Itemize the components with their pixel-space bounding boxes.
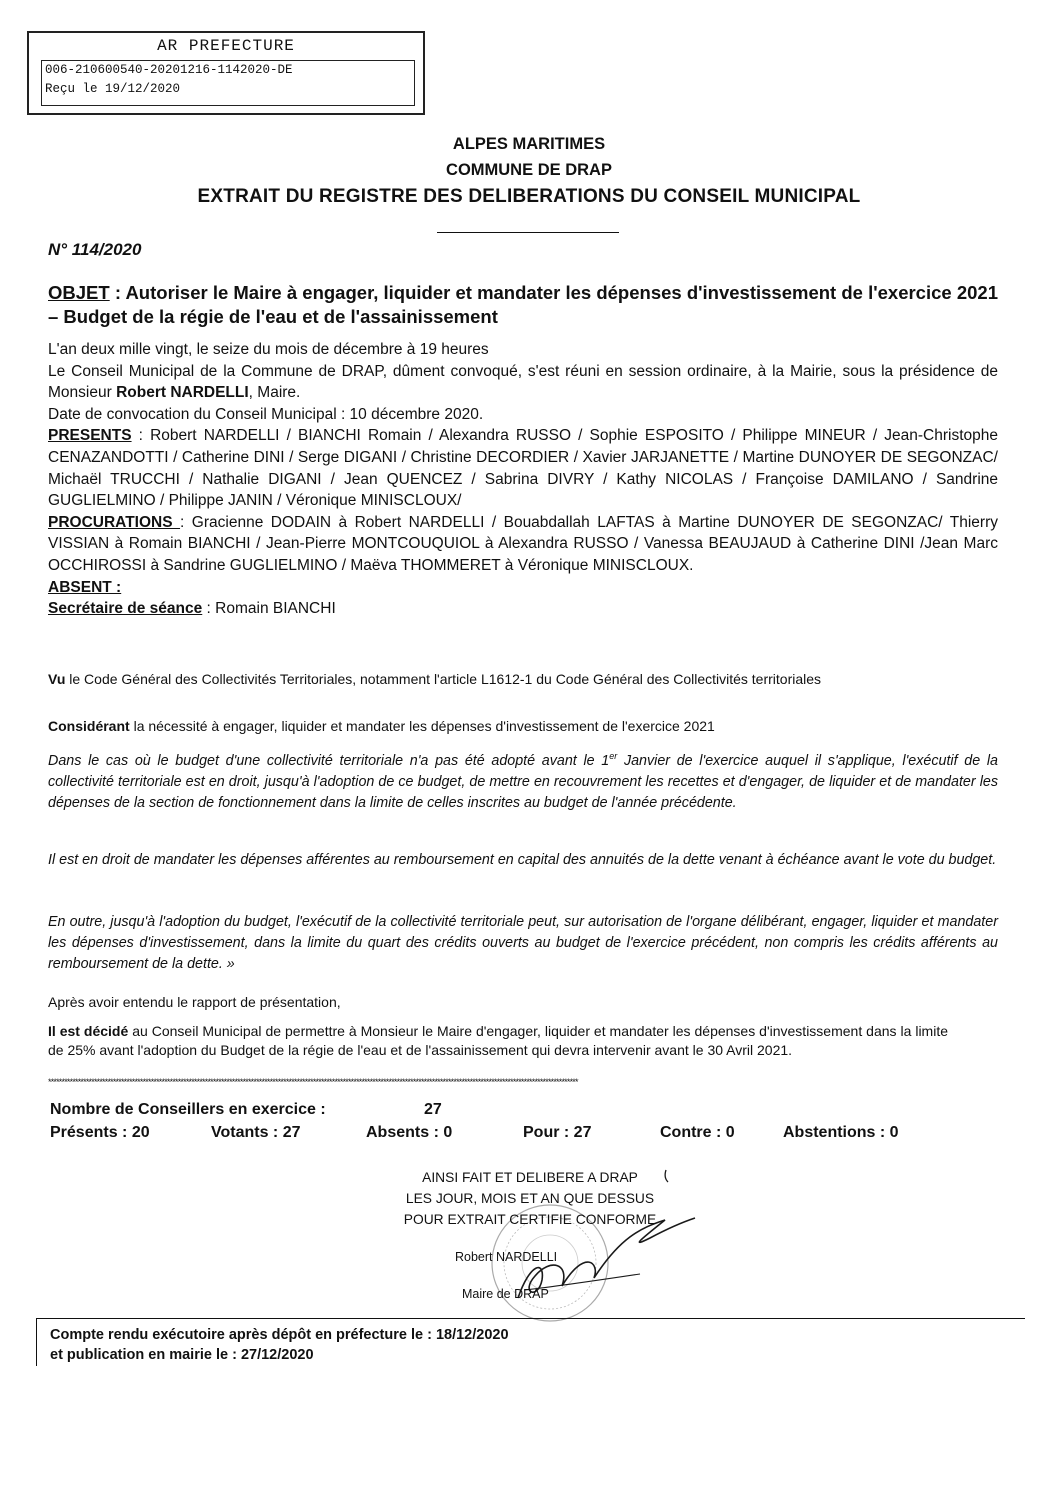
count-presents: Présents : 20 — [50, 1124, 150, 1141]
absent-line — [48, 577, 998, 599]
presents-list: : Robert NARDELLI / BIANCHI Romain / Alexandra RUSSO / Sophie ESPOSITO / Philippe MINEUR / Jean-Christophe CENAZANDOTTI / Catherine DINI / Serge DIGANI / Christine DECORDIER / Xavier JARJANETTE / Martine DUNOYER DE SEGONZAC/ Michaël TRUCCHI / Nathalie DIGANI / Jean QUENCEZ / Sabrina DIVRY / Kathy NICOLAS / Françoise DAMILANO / Sandrine GUGLIELMINO / Philippe JANIN / Véronique MINISCLOUX/ — [48, 427, 998, 510]
signature-line-1: AINSI FAIT ET DELIBERE A DRAP — [422, 1170, 638, 1185]
prefecture-stamp — [27, 31, 425, 115]
absent-label: ABSENT : — [48, 578, 122, 596]
stamp-details — [41, 60, 415, 106]
stamp-title: AR PREFECTURE — [157, 37, 295, 55]
stamp-reference: 006-210600540-20201216-1142020-DE — [45, 63, 293, 77]
signatory-role: Maire de DRAP — [462, 1287, 549, 1301]
deliberation-number: N° 114/2020 — [48, 240, 142, 259]
secretary-label: Secrétaire de séance — [48, 600, 203, 618]
quote-paragraph-1: Dans le cas où le budget d'une collectivité territoriale n'a pas été adopté avant le 1er Janvier de l'exercice auquel il s'applique, l'exécutif de la collectivité territoriale est en droit, jusqu'à l'adoption de ce budget, de mettre en recouvrement les recettes et d'engager, de liquider et de mandater les dépenses de la section de fonctionnement dans la limite de celles inscrites au budget de l'année précédente. — [48, 751, 998, 811]
decision-paragraph: Il est décidé au Conseil Municipal de permettre à Monsieur le Maire d'engager, liquider et mandater les dépenses d'investissement dans la limite de 25% avant l'adoption du Budget de la régie de l'eau et de l'assainissement qui devra intervenir avant le 30 Avril 2021. — [48, 1023, 948, 1058]
procurations-list: : Gracienne DODAIN à Robert NARDELLI / Bouabdallah LAFTAS à Martine DUNOYER DE SEGONZAC/ Thierry VISSIAN à Romain BIANCHI / Jean-Pierre MONTCOUQUIOL à Alexandra RUSSO / Vanessa BEAUJAUD à Catherine DINI /Jean Marc OCCHIROSSI à Sandrine GUGLIELMINO / Maëva THOMMERET à Véronique MINISCLOUX. — [48, 513, 998, 574]
secretary-name: : Romain BIANCHI — [202, 600, 336, 618]
department-heading: ALPES MARITIMES — [452, 135, 606, 153]
count-absents: Absents : 0 — [366, 1124, 453, 1141]
quote-paragraph-3: En outre, jusqu'à l'adoption du budget, l'exécutif de la collectivité territoriale peut, sur autorisation de l'organe délibérant, engager, liquider et mandater les dépenses d'investissement, dans la limite du quart des crédits ouverts au budget de l'exercice précédent, non compris les crédits afférents au remboursement de la dette. » — [48, 914, 998, 972]
procurations-paragraph — [48, 512, 998, 577]
session-intro — [48, 339, 998, 620]
secretary-line — [48, 598, 998, 620]
stamp-received-date: Reçu le 19/12/2020 — [45, 82, 181, 96]
count-pour: Pour : 27 — [523, 1124, 592, 1141]
objet-text: : Autoriser le Maire à engager, liquider et mandater les dépenses d'investissement de l'exercice 2021 – Budget de la régie de l'eau et de l'assainissement — [48, 282, 998, 327]
document-title: EXTRAIT DU REGISTRE DES DELIBERATIONS DU CONSEIL MUNICIPAL — [197, 186, 861, 207]
signature-block — [380, 1167, 680, 1230]
publication-date: et publication en mairie le : 27/12/2020 — [50, 1347, 314, 1363]
count-contre: Contre : 0 — [660, 1124, 735, 1141]
objet-label: OBJET — [48, 282, 110, 303]
count-votants: Votants : 27 — [211, 1124, 301, 1141]
signatory-name: Robert NARDELLI — [455, 1250, 558, 1264]
signature-line-3: POUR EXTRAIT CERTIFIE CONFORME — [403, 1212, 657, 1227]
session-description: Le Conseil Municipal de la Commune de DRAP, dûment convoqué, s'est réuni en session ordinaire, à la Mairie, sous la présidence de Monsieur Robert NARDELLI, Maire. — [48, 362, 998, 402]
convocation-date: Date de convocation du Conseil Municipal : 10 décembre 2020. — [48, 405, 484, 423]
execution-notice — [50, 1325, 509, 1365]
procurations-label: PROCURATIONS — [48, 513, 181, 531]
rapport-line: Après avoir entendu le rapport de présentation, — [48, 994, 341, 1010]
presents-label: PRESENTS — [48, 427, 132, 445]
signature-line-2: LES JOUR, MOIS ET AN QUE DESSUS — [405, 1191, 655, 1206]
objet-paragraph — [48, 281, 998, 329]
separator-stars: **************************************************************************************************************************************************************************************************** — [48, 1077, 578, 1087]
vu-paragraph: Vu le Code Général des Collectivités Territoriales, notamment l'article L1612-1 du Code Général des Collectivités territoriales — [48, 671, 822, 687]
commune-heading: COMMUNE DE DRAP — [446, 161, 612, 179]
considerant-paragraph: Considérant la nécessité à engager, liquider et mandater les dépenses d'investissement de l'exercice 2021 — [48, 718, 715, 734]
session-date: L'an deux mille vingt, le seize du mois de décembre à 19 heures — [48, 341, 489, 358]
president-name: Robert NARDELLI — [116, 384, 249, 402]
title-divider — [437, 232, 619, 233]
prefecture-deposit-date: Compte rendu exécutoire après dépôt en préfecture le : 18/12/2020 — [50, 1327, 509, 1343]
count-abstentions: Abstentions : 0 — [783, 1124, 899, 1141]
presents-paragraph — [48, 425, 998, 511]
quote-paragraph-2: Il est en droit de mandater les dépenses afférentes au remboursement en capital des annuités de la dette venant à échéance avant le vote du budget. — [48, 852, 997, 868]
exercice-label: Nombre de Conseillers en exercice : — [50, 1101, 326, 1118]
exercice-value: 27 — [424, 1101, 442, 1118]
